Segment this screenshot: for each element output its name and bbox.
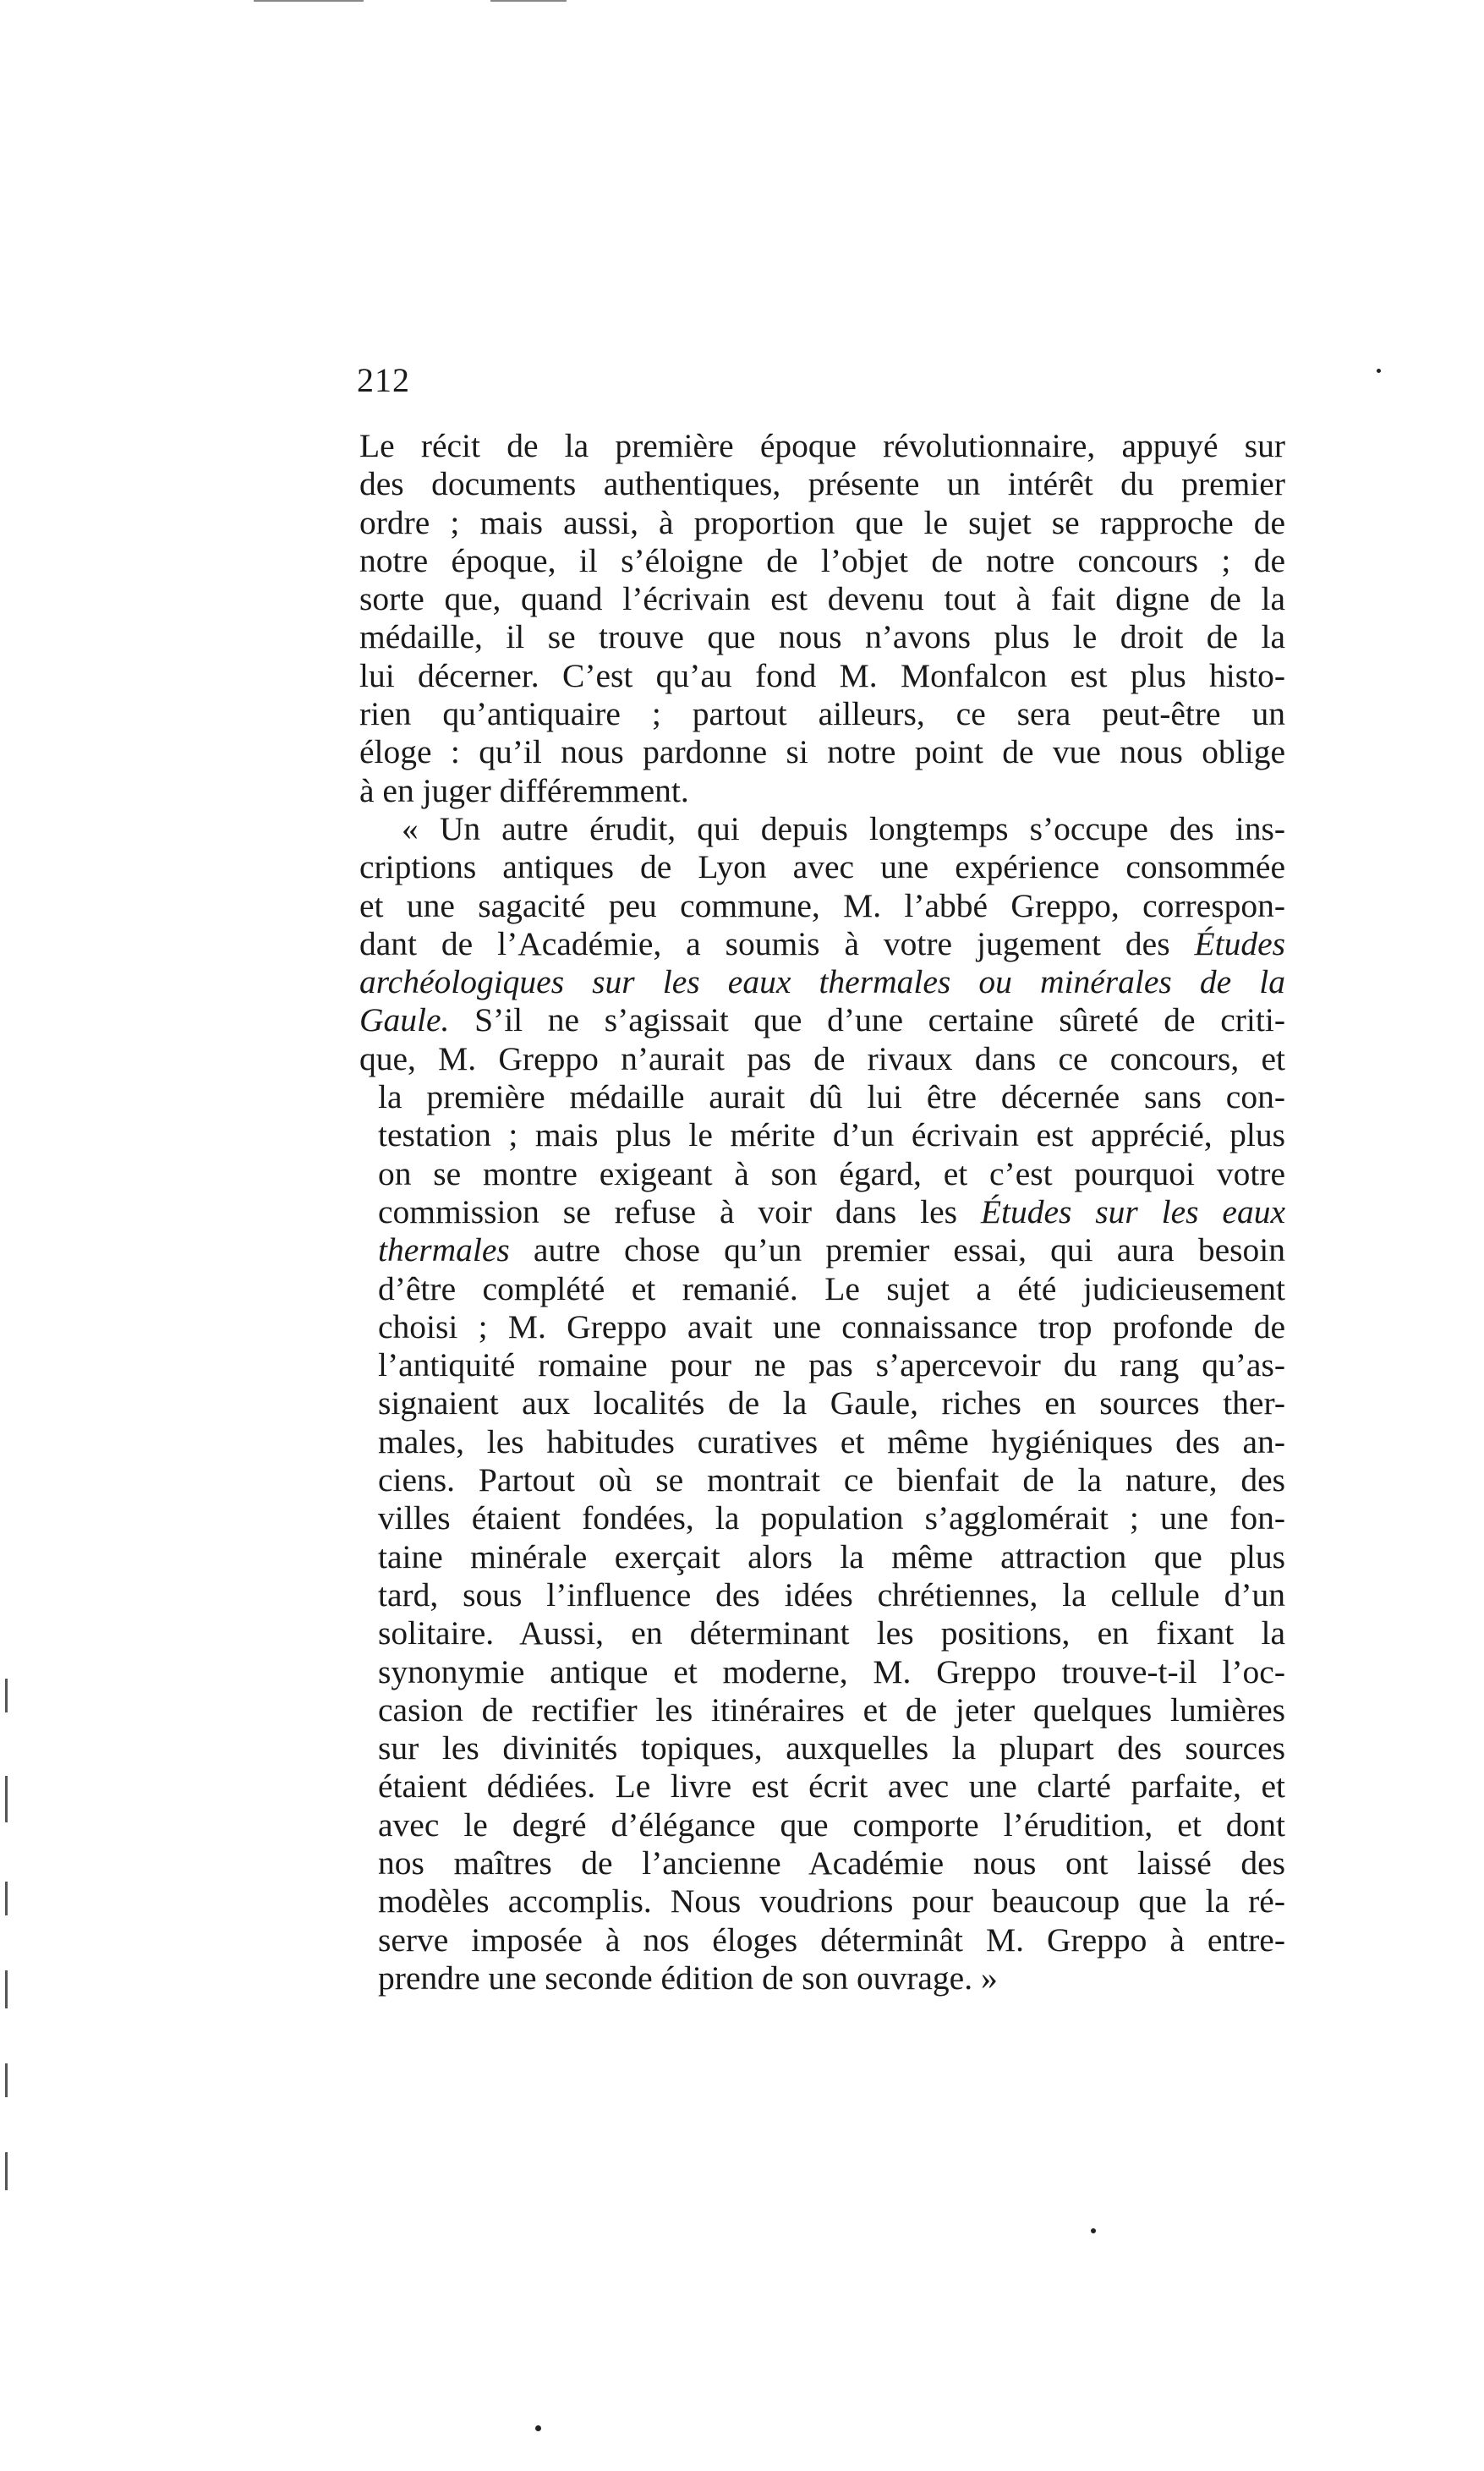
text-line: males, les habitudes curatives et même hygiéniques des an- xyxy=(378,1422,1285,1460)
margin-mark xyxy=(5,1970,8,2008)
text-line: lui décerner. C’est qu’au fond M. Monfalcon est plus histo- xyxy=(359,656,1285,694)
text-line: nos maîtres de l’ancienne Académie nous ont laissé des xyxy=(378,1844,1285,1882)
text-line: signaient aux localités de la Gaule, riches en sources ther- xyxy=(378,1384,1285,1422)
text-line: choisi ; M. Greppo avait une connaissance trop profonde de xyxy=(378,1307,1285,1345)
margin-mark xyxy=(5,2063,8,2097)
text-line: serve imposée à nos éloges déterminât M. Greppo à entre- xyxy=(378,1920,1285,1959)
scan-artifact xyxy=(254,0,364,2)
text-line: Gaule. S’il ne s’agissait que d’une certaine sûreté de criti- xyxy=(359,1001,1285,1039)
text-line: rien qu’antiquaire ; partout ailleurs, ce sera peut-être un xyxy=(359,695,1285,733)
text-line: ordre ; mais aussi, à proportion que le sujet se rapproche de xyxy=(359,503,1285,541)
text-line: et une sagacité peu commune, M. l’abbé Greppo, correspon- xyxy=(359,886,1285,924)
text-line: archéologiques sur les eaux thermales ou minérales de la xyxy=(359,963,1285,1001)
text-line: avec le degré d’élégance que comporte l’érudition, et dont xyxy=(378,1805,1285,1844)
text-line: notre époque, il s’éloigne de l’objet de notre concours ; de xyxy=(359,541,1285,579)
text-line: modèles accomplis. Nous voudrions pour beaucoup que la ré- xyxy=(378,1882,1285,1920)
scan-speck xyxy=(1377,369,1381,373)
text-line: thermales autre chose qu’un premier essai, qui aura besoin xyxy=(378,1231,1285,1269)
text-line: médaille, il se trouve que nous n’avons plus le droit de la xyxy=(359,618,1285,656)
text-line: sorte que, quand l’écrivain est devenu tout à fait digne de la xyxy=(359,580,1285,618)
text-line: testation ; mais plus le mérite d’un écrivain est apprécié, plus xyxy=(378,1116,1285,1154)
margin-mark xyxy=(5,2152,8,2190)
text-line: criptions antiques de Lyon avec une expérience consommée xyxy=(359,848,1285,886)
text-line: villes étaient fondées, la population s’agglomérait ; une fon- xyxy=(378,1499,1285,1537)
text-line: éloge : qu’il nous pardonne si notre point de vue nous oblige xyxy=(359,733,1285,771)
text-line: sur les divinités topiques, auxquelles la plupart des sources xyxy=(378,1729,1285,1767)
scan-artifact xyxy=(490,0,567,2)
text-line: la première médaille aurait dû lui être décernée sans con- xyxy=(378,1078,1285,1116)
text-line: Le récit de la première époque révolutionnaire, appuyé sur xyxy=(359,427,1285,464)
text-line: étaient dédiées. Le livre est écrit avec une clarté parfaite, et xyxy=(378,1767,1285,1805)
margin-mark xyxy=(5,1679,8,1712)
text-line: synonymie antique et moderne, M. Greppo trouve-t-il l’oc- xyxy=(378,1652,1285,1690)
margin-mark xyxy=(5,1882,8,1915)
scan-speck xyxy=(1091,2228,1096,2233)
margin-mark xyxy=(5,1776,8,1822)
text-line: taine minérale exerçait alors la même attraction que plus xyxy=(378,1537,1285,1575)
text-line: à en juger différemment. xyxy=(359,771,689,809)
scan-speck xyxy=(535,2425,541,2431)
text-line: solitaire. Aussi, en déterminant les positions, en fixant la xyxy=(378,1614,1285,1652)
text-line: prendre une seconde édition de son ouvrage. » xyxy=(378,1959,998,1997)
body-text xyxy=(359,427,1285,1997)
text-line: « Un autre érudit, qui depuis longtemps s’occupe des ins- xyxy=(402,809,1285,847)
text-line: on se montre exigeant à son égard, et c’est pourquoi votre xyxy=(378,1154,1285,1192)
text-line: ciens. Partout où se montrait ce bienfait de la nature, des xyxy=(378,1461,1285,1499)
page-number: 212 xyxy=(357,361,410,399)
text-line: d’être complété et remanié. Le sujet a été judicieusement xyxy=(378,1269,1285,1307)
text-line: des documents authentiques, présente un intérêt du premier xyxy=(359,465,1285,503)
text-line: que, M. Greppo n’aurait pas de rivaux dans ce concours, et xyxy=(359,1039,1285,1077)
text-line: tard, sous l’influence des idées chrétiennes, la cellule d’un xyxy=(378,1575,1285,1614)
text-line: l’antiquité romaine pour ne pas s’apercevoir du rang qu’as- xyxy=(378,1346,1285,1384)
text-line: dant de l’Académie, a soumis à votre jugement des Études xyxy=(359,924,1285,962)
text-line: commission se refuse à voir dans les Études sur les eaux xyxy=(378,1192,1285,1230)
text-line: casion de rectifier les itinéraires et de jeter quelques lumières xyxy=(378,1690,1285,1729)
